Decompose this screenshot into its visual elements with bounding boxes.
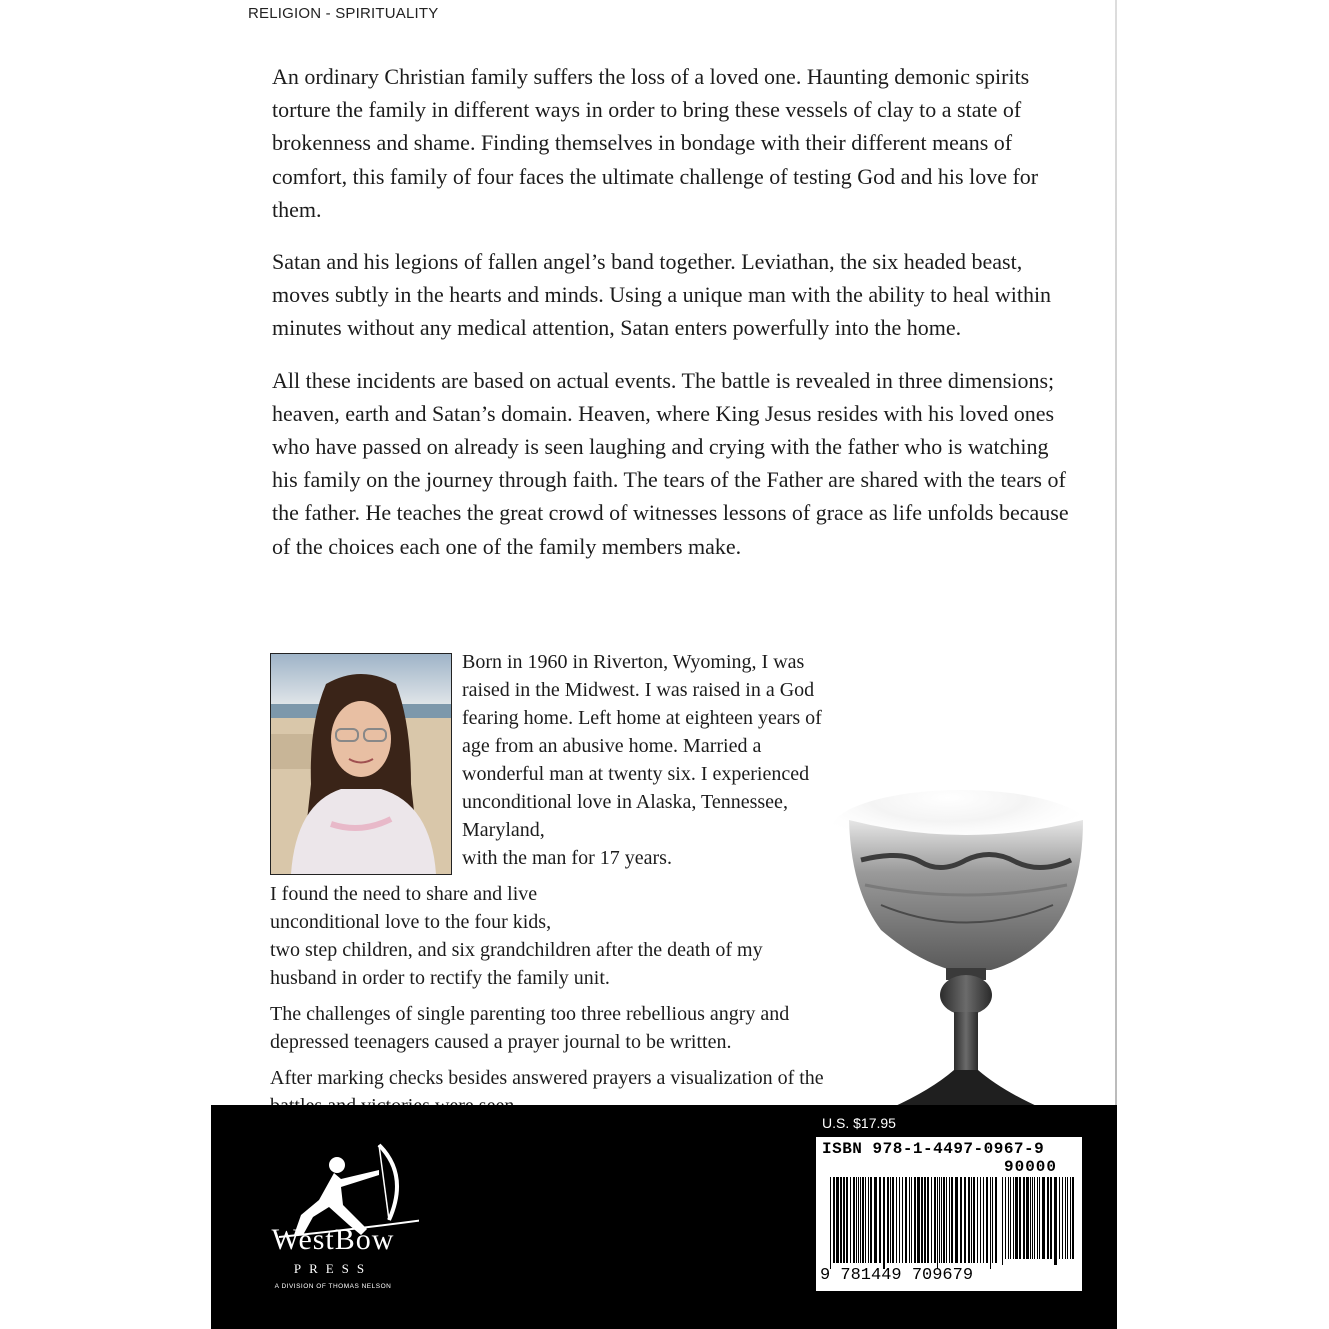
barcode-bar bbox=[977, 1177, 978, 1263]
bio-paragraph-4: After marking checks besides answered prayers a visualization of the bbox=[270, 1067, 824, 1089]
isbn-number: ISBN 978-1-4497-0967-9 bbox=[822, 1140, 1045, 1158]
barcode-bar bbox=[955, 1177, 958, 1263]
barcode-bar bbox=[1002, 1177, 1003, 1265]
barcode-bar bbox=[1037, 1177, 1038, 1259]
barcode-bar bbox=[1013, 1177, 1014, 1259]
author-biography bbox=[270, 648, 830, 1128]
bio-paragraph-3: The challenges of single parenting too three rebellious angry and depressed teenagers caused a prayer journal to be written. bbox=[270, 1003, 790, 1053]
barcode-bar bbox=[868, 1177, 869, 1263]
bio-paragraph-1: Born in 1960 in Riverton, Wyoming, I was raised in the Midwest. I was raised in a God fearing home. Left home at eighteen years of age from an abusive home. Married a wonderful man at twenty six. I experienced unconditional love in Alaska, Tennessee, Maryland, with the man for 17 years. bbox=[462, 651, 822, 869]
barcode-bar bbox=[902, 1177, 903, 1263]
chalice-illustration bbox=[821, 790, 1117, 1110]
barcode-bar bbox=[887, 1177, 889, 1263]
description-paragraph-3: All these incidents are based on actual events. The battle is revealed in three dimensions; heaven, earth and Satan’s domain. Heaven, where King Jesus resides with his loved ones who have passed on already is seen laughing and crying with the father who is watching his family on the journey through faith. The tears of the Father are shared with the tears of the father. He teaches the great crowd of witnesses lessons of grace as life unfolds because of the choices each one of the family members make. bbox=[272, 367, 1069, 559]
barcode-bar bbox=[899, 1177, 900, 1263]
barcode-bar bbox=[858, 1177, 859, 1263]
barcode-bar bbox=[983, 1177, 984, 1263]
barcode-bar bbox=[1054, 1177, 1057, 1265]
barcode-bar bbox=[883, 1177, 885, 1269]
barcode-bar bbox=[1062, 1177, 1063, 1259]
book-description bbox=[272, 60, 1072, 582]
barcode-bar bbox=[943, 1177, 945, 1263]
barcode-bar bbox=[840, 1177, 842, 1263]
barcode-bar bbox=[1032, 1177, 1033, 1259]
barcode-bar bbox=[865, 1177, 866, 1263]
barcode-bar bbox=[995, 1177, 997, 1263]
barcode-bar bbox=[890, 1177, 891, 1263]
book-back-cover bbox=[211, 0, 1117, 1329]
barcode-bar bbox=[968, 1177, 970, 1263]
barcode-bar bbox=[846, 1177, 848, 1263]
barcode-bar bbox=[830, 1177, 831, 1269]
barcode-bar bbox=[973, 1177, 975, 1263]
publisher-division: A DIVISION OF THOMAS NELSON bbox=[274, 1283, 392, 1290]
barcode-bar bbox=[986, 1177, 988, 1263]
barcode-bar bbox=[1042, 1177, 1045, 1259]
barcode-bar bbox=[937, 1177, 938, 1269]
barcode-bar bbox=[914, 1177, 916, 1263]
barcode-bar bbox=[946, 1177, 947, 1263]
barcode-bar bbox=[1047, 1177, 1049, 1259]
barcode-bar bbox=[1026, 1177, 1029, 1259]
bio-paragraph-2: I found the need to share and live unconditional love to the four kids, two step children, and six grandchildren after the death of my husband in order to rectify the family unit. bbox=[270, 883, 763, 989]
description-paragraph-1: An ordinary Christian family suffers the loss of a loved one. Haunting demonic spirits torture the family in different ways in order to bring these vessels of clay to a state of brokenness and shame. Finding themselves in bondage with their different means of comfort, this family of four faces the ultimate challenge of testing God and his love for them. bbox=[272, 64, 1039, 222]
barcode-bar bbox=[1019, 1177, 1021, 1259]
barcode-bar bbox=[896, 1177, 897, 1263]
barcode-bar bbox=[850, 1177, 851, 1263]
barcode-bar bbox=[1039, 1177, 1040, 1259]
barcode-bar bbox=[1072, 1177, 1074, 1259]
barcode-bar bbox=[1065, 1177, 1066, 1259]
barcode-bar bbox=[924, 1177, 926, 1263]
description-paragraph-2: Satan and his legions of fallen angel’s band together. Leviathan, the six headed beast, moves subtly in the hearts and minds. Using a unique man with the ability to heal within minutes without any medical attention, Satan enters powerfully into the home. bbox=[272, 249, 1052, 341]
barcode-bar bbox=[951, 1177, 953, 1263]
barcode-bar bbox=[836, 1177, 839, 1263]
barcode-bar bbox=[853, 1177, 855, 1263]
publisher-name: WestBow bbox=[271, 1223, 395, 1256]
barcode-bar bbox=[862, 1177, 864, 1263]
barcode-bar bbox=[921, 1177, 923, 1263]
price-label: U.S. $17.95 bbox=[822, 1115, 896, 1131]
barcode-bar bbox=[905, 1177, 907, 1263]
barcode-bar bbox=[1059, 1177, 1060, 1259]
barcode-bar bbox=[856, 1177, 857, 1263]
barcode-bar bbox=[934, 1177, 936, 1263]
barcode-bar bbox=[1010, 1177, 1011, 1259]
isbn-barcode bbox=[816, 1137, 1082, 1291]
barcode-bar bbox=[870, 1177, 872, 1263]
barcode-bar bbox=[1070, 1177, 1071, 1259]
barcode-bar bbox=[892, 1177, 894, 1263]
barcode-bar bbox=[1067, 1177, 1068, 1259]
barcode-bar bbox=[964, 1177, 966, 1263]
barcode-bar bbox=[1034, 1177, 1035, 1259]
barcode-bar bbox=[911, 1177, 912, 1263]
cover-footer bbox=[211, 1105, 1117, 1329]
barcode-bar bbox=[949, 1177, 950, 1263]
category-label: RELIGION - SPIRITUALITY bbox=[248, 5, 439, 22]
barcode-bar bbox=[939, 1177, 940, 1263]
barcode-bar bbox=[917, 1177, 920, 1263]
barcode-bar bbox=[941, 1177, 942, 1263]
barcode-bar bbox=[927, 1177, 929, 1263]
ean-barcode-bars bbox=[830, 1177, 998, 1269]
barcode-bar bbox=[990, 1177, 991, 1269]
barcode-addon-number: 90000 bbox=[1004, 1158, 1058, 1176]
barcode-bar bbox=[992, 1177, 993, 1263]
barcode-bar bbox=[980, 1177, 981, 1263]
barcode-bar bbox=[1015, 1177, 1018, 1259]
barcode-bar bbox=[1008, 1177, 1009, 1259]
barcode-bar bbox=[960, 1177, 962, 1263]
barcode-bar bbox=[874, 1177, 877, 1263]
ean-number: 9 781449 709679 bbox=[820, 1266, 974, 1285]
barcode-bar bbox=[1023, 1177, 1025, 1259]
barcode-bar bbox=[931, 1177, 932, 1263]
publisher-press: PRESS bbox=[293, 1261, 373, 1276]
barcode-bar bbox=[879, 1177, 881, 1263]
barcode-bar bbox=[833, 1177, 835, 1263]
barcode-bar bbox=[1005, 1177, 1006, 1259]
addon-barcode-bars bbox=[1002, 1177, 1074, 1265]
barcode-bar bbox=[1030, 1177, 1031, 1259]
barcode-bar bbox=[1050, 1177, 1052, 1259]
barcode-bar bbox=[971, 1177, 972, 1263]
barcode-bar bbox=[843, 1177, 845, 1263]
barcode-bar bbox=[909, 1177, 910, 1263]
barcode-bar bbox=[860, 1177, 861, 1263]
